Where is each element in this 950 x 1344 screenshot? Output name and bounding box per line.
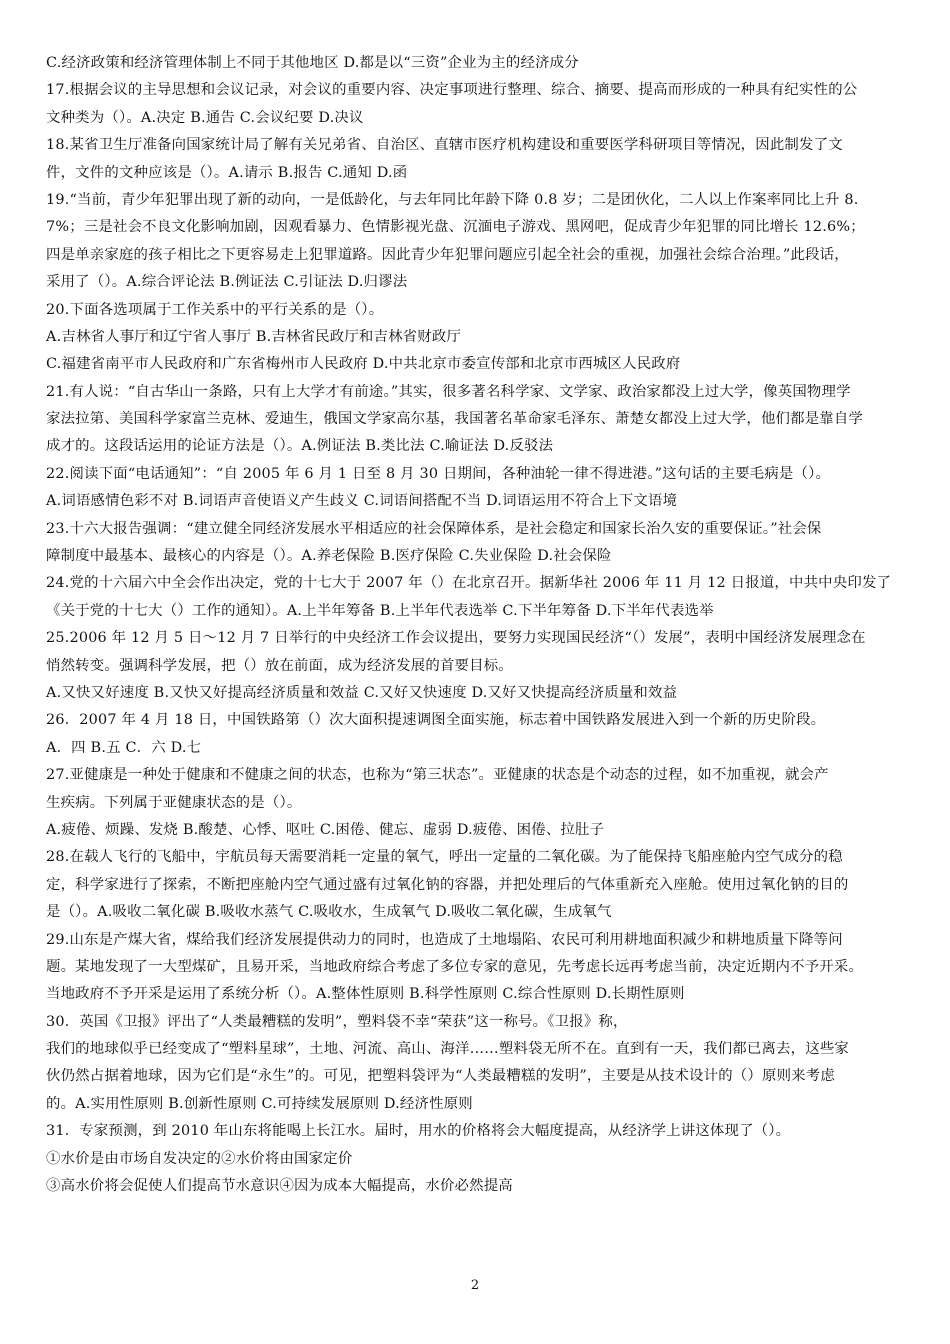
text-line: 生疾病。下列属于亚健康状态的是（）。 — [46, 794, 302, 811]
text-line: A.词语感情色彩不对 B.词语声音使语义产生歧义 C.词语间搭配不当 D.词语运用不符合上下文语境 — [46, 493, 678, 510]
text-line: 当地政府不予开采是运用了系统分析（）。A.整体性原则 B.科学性原则 C.综合性原则 D.长期性原则 — [46, 986, 685, 1003]
text-line: 24.党的十六届六中全会作出决定，党的十七大于 2007 年（）在北京召开。据新华社 2006 年 11 月 12 日报道，中共中央印发了 — [46, 575, 892, 592]
text-line: 是（）。A.吸收二氧化碳 B.吸收水蒸气 C.吸收水，生成氧气 D.吸收二氧化碳，生成氧气 — [46, 904, 612, 921]
text-line: 成才的。这段话运用的论证方法是（）。A.例证法 B.类比法 C.喻证法 D.反驳法 — [46, 438, 554, 455]
text-line: 家法拉第、美国科学家富兰克林、爱迪生，俄国文学家高尔基，我国著名革命家毛泽东、萧楚女都没上过大学，他们都是靠自学 — [46, 411, 864, 428]
text-line: 20.下面各选项属于工作关系中的平行关系的是（）。 — [46, 301, 384, 318]
text-line: 《关于党的十七大（）工作的通知）。A.上半年筹备 B.上半年代表选举 C.下半年筹备 D.下半年代表选举 — [46, 602, 714, 619]
text-line: 的。A.实用性原则 B.创新性原则 C.可持续发展原则 D.经济性原则 — [46, 1095, 473, 1112]
document-page — [46, 50, 912, 1200]
text-line: 31．专家预测，到 2010 年山东将能喝上长江水。届时，用水的价格将会大幅度提高，从经济学上讲这体现了（）。 — [46, 1123, 791, 1140]
text-line: 题。某地发现了一大型煤矿，且易开采，当地政府综合考虑了多位专家的意见，先考虑长远再考虑当前，决定近期内不予开采。 — [46, 958, 864, 975]
text-line: 18.某省卫生厅准备向国家统计局了解有关兄弟省、自治区、直辖市医疗机构建设和重要医学科研项目等情况，因此制发了文 — [46, 137, 843, 154]
text-line: 文种类为（）。A.决定 B.通告 C.会议纪要 D.决议 — [46, 109, 364, 126]
text-line: 7%；三是社会不良文化影响加剧，因观看暴力、色情影视光盘、沉湎电子游戏、黑网吧，促成青少年犯罪的同比增长 12.6%； — [46, 219, 865, 236]
text-line: 21.有人说：“自古华山一条路，只有上大学才有前途。”其实，很多著名科学家、文学家、政治家都没上过大学，像英国物理学 — [46, 383, 851, 400]
text-line: 件，文件的文种应该是（）。A.请示 B.报告 C.通知 D.函 — [46, 164, 408, 181]
text-line: 伙仍然占据着地球，因为它们是“永生”的。可见，把塑料袋评为“人类最糟糕的发明”，主要是从技术设计的（）原则来考虑 — [46, 1068, 835, 1085]
text-line: 采用了（）。A.综合评论法 B.例证法 C.引证法 D.归谬法 — [46, 274, 408, 291]
text-line: 22.阅读下面“电话通知”：“自 2005 年 6 月 1 日至 8 月 30 日期间，各种油轮一律不得进港。”这句话的主要毛病是（）。 — [46, 465, 831, 482]
text-line: 25.2006 年 12 月 5 日～12 月 7 日举行的中央经济工作会议提出，要努力实现国民经济“（）发展”，表明中国经济发展理念在 — [46, 630, 866, 647]
text-line: 30．英国《卫报》评出了“人类最糟糕的发明”，塑料袋不幸“荣获”这一称号。《卫报》称， — [46, 1013, 628, 1030]
text-line: 17.根据会议的主导思想和会议记录，对会议的重要内容、决定事项进行整理、综合、摘要、提高而形成的一种具有纪实性的公 — [46, 82, 858, 99]
text-line: 27.亚健康是一种处于健康和不健康之间的状态，也称为“第三状态”。亚健康的状态是个动态的过程，如不加重视，就会产 — [46, 767, 829, 784]
text-line: 29.山东是产煤大省，煤给我们经济发展提供动力的同时，也造成了土地塌陷、农民可利用耕地面积减少和耕地质量下降等问 — [46, 931, 843, 948]
text-line: 四是单亲家庭的孩子相比之下更容易走上犯罪道路。因此青少年犯罪问题应引起全社会的重视，加强社会综合治理。”此段话， — [46, 246, 849, 263]
text-line: A.吉林省人事厅和辽宁省人事厅 B.吉林省民政厅和吉林省财政厅 — [46, 328, 462, 345]
text-line: 悄然转变。强调科学发展，把（）放在前面，成为经济发展的首要目标。 — [46, 657, 513, 674]
text-line: 我们的地球似乎已经变成了“塑料星球”，土地、河流、高山、海洋……塑料袋无所不在。直到有一天，我们都已离去，这些家 — [46, 1041, 850, 1058]
text-line: 23.十六大报告强调：“建立健全同经济发展水平相适应的社会保障体系，是社会稳定和国家长治久安的重要保证。”社会保 — [46, 520, 822, 537]
text-line: C.福建省南平市人民政府和广东省梅州市人民政府 D.中共北京市委宣传部和北京市西城区人民政府 — [46, 356, 681, 373]
text-line: C.经济政策和经济管理体制上不同于其他地区 D.都是以“三资”企业为主的经济成分 — [46, 55, 579, 71]
text-line: 定，科学家进行了探索，不断把座舱内空气通过盛有过氧化钠的容器，并把处理后的气体重新充入座舱。使用过氧化钠的目的 — [46, 876, 849, 893]
text-line: ③高水价将会促使人们提高节水意识④因为成本大幅提高，水价必然提高 — [46, 1178, 513, 1195]
text-line: A.又快又好速度 B.又快又好提高经济质量和效益 C.又好又快速度 D.又好又快提高经济质量和效益 — [46, 684, 678, 701]
text-line: ①水价是由市场自发决定的②水价将由国家定价 — [46, 1150, 353, 1167]
text-line: A．四 B.五 C．六 D.七 — [46, 739, 202, 756]
page-number: 2 — [470, 1278, 480, 1293]
text-line: 28.在载人飞行的飞船中，宇航员每天需要消耗一定量的氧气，呼出一定量的二氧化碳。为了能保持飞船座舱内空气成分的稳 — [46, 849, 843, 866]
text-line: A.疲倦、烦躁、发烧 B.酸楚、心悸、呕吐 C.困倦、健忘、虚弱 D.疲倦、困倦、拉肚子 — [46, 821, 605, 838]
text-line: 26．2007 年 4 月 18 日，中国铁路第（）次大面积提速调图全面实施，标志着中国铁路发展进入到一个新的历史阶段。 — [46, 712, 826, 729]
text-line: 19.“当前，青少年犯罪出现了新的动向，一是低龄化，与去年同比年龄下降 0.8 岁；二是团伙化，二人以上作案率同比上升 8. — [46, 191, 859, 208]
text-line: 障制度中最基本、最核心的内容是（）。A.养老保险 B.医疗保险 C.失业保险 D.社会保险 — [46, 548, 612, 565]
